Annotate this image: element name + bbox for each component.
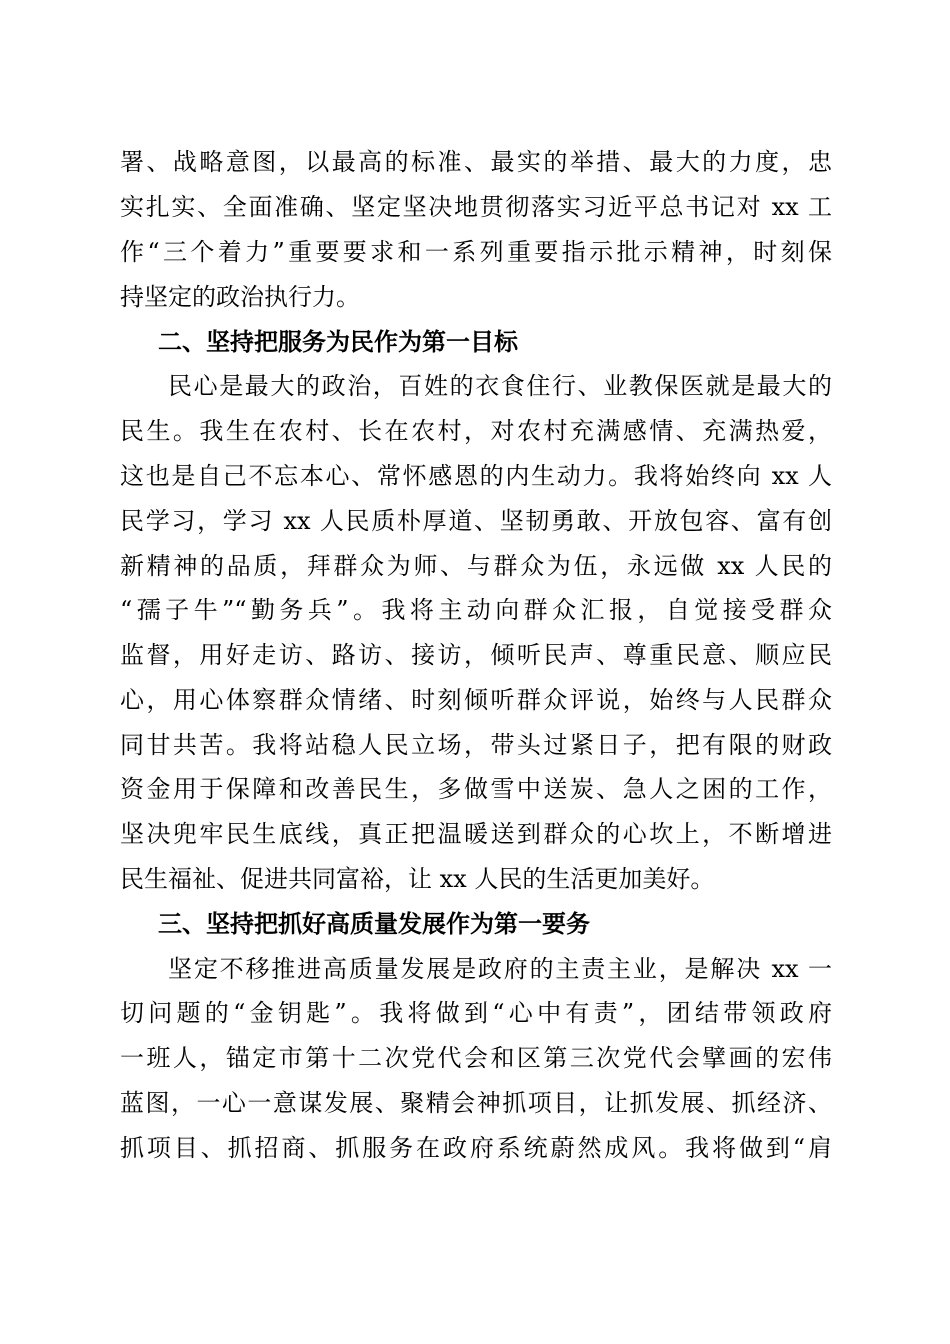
- paragraph-3-line-2: 切问题的“金钥匙”。我将做到“心中有责”，团结带领政府: [120, 999, 832, 1027]
- paragraph-2-line-5: 新精神的品质，拜群众为师、与群众为伍，永远做 xx 人民的: [120, 552, 832, 580]
- paragraph-1-line-4: 持坚定的政治执行力。: [120, 283, 360, 311]
- paragraph-2-line-12: 民生福祉、促进共同富裕，让 xx 人民的生活更加美好。: [120, 865, 715, 893]
- paragraph-2-line-7: 监督，用好走访、路访、接访，倾听民声、尊重民意、顺应民: [120, 641, 832, 669]
- paragraph-2-line-10: 资金用于保障和改善民生，多做雪中送炭、急人之困的工作，: [120, 775, 832, 803]
- paragraph-2-line-1: 民心是最大的政治，百姓的衣食住行、业教保医就是最大的: [168, 372, 832, 400]
- paragraph-2-line-8: 心，用心体察群众情绪、时刻倾听群众评说，始终与人民群众: [120, 686, 832, 714]
- paragraph-2-line-3: 这也是自己不忘本心、常怀感恩的内生动力。我将始终向 xx 人: [120, 462, 832, 490]
- section-heading-3: 三、坚持把抓好高质量发展作为第一要务: [158, 910, 590, 938]
- paragraph-1-line-1: 署、战略意图，以最高的标准、最实的举措、最大的力度，忠: [120, 148, 832, 176]
- section-heading-2: 二、坚持把服务为民作为第一目标: [158, 328, 518, 356]
- paragraph-2-line-6: “孺子牛”“勤务兵”。我将主动向群众汇报，自觉接受群众: [120, 596, 832, 624]
- paragraph-3-line-1: 坚定不移推进高质量发展是政府的主责主业，是解决 xx 一: [168, 955, 832, 983]
- paragraph-3-line-4: 蓝图，一心一意谋发展、聚精会神抓项目，让抓发展、抓经济、: [120, 1089, 832, 1117]
- paragraph-2-line-11: 坚决兜牢民生底线，真正把温暖送到群众的心坎上，不断增进: [120, 820, 832, 848]
- paragraph-3-line-5: 抓项目、抓招商、抓服务在政府系统蔚然成风。我将做到“肩: [120, 1134, 832, 1162]
- paragraph-1-line-3: 作“三个着力”重要要求和一系列重要指示批示精神，时刻保: [120, 238, 832, 266]
- paragraph-3-line-3: 一班人，锚定市第十二次党代会和区第三次党代会擘画的宏伟: [120, 1044, 832, 1072]
- paragraph-2-line-2: 民生。我生在农村、长在农村，对农村充满感情、充满热爱，: [120, 417, 832, 445]
- paragraph-1-line-2: 实扎实、全面准确、坚定坚决地贯彻落实习近平总书记对 xx 工: [120, 193, 832, 221]
- paragraph-2-line-9: 同甘共苦。我将站稳人民立场，带头过紧日子，把有限的财政: [120, 731, 832, 759]
- paragraph-2-line-4: 民学习，学习 xx 人民质朴厚道、坚韧勇敢、开放包容、富有创: [120, 507, 832, 535]
